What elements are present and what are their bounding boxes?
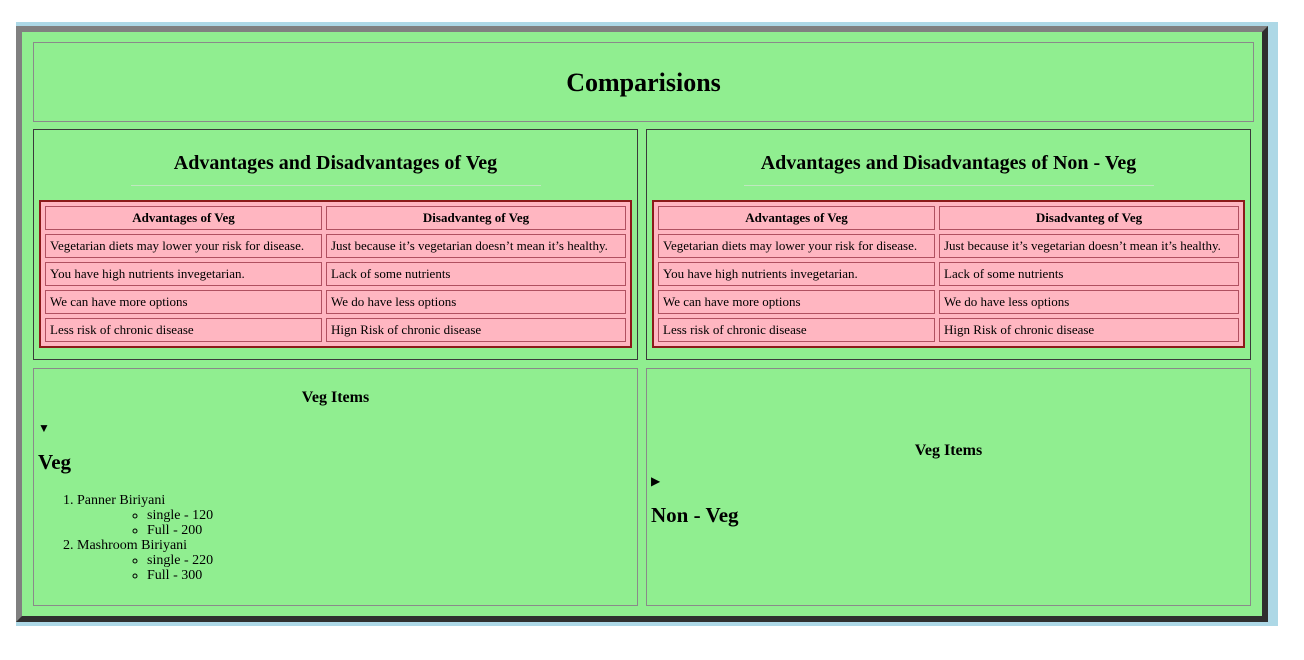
veg-comparison-heading: Advantages and Disadvantages of Veg: [173, 152, 498, 174]
nonveg-items-title: Veg Items: [914, 442, 983, 459]
veg-comparison-table: [39, 200, 632, 348]
price-option: ◦ single - 120: [147, 508, 628, 523]
table-cell: Less risk of chronic disease: [658, 318, 935, 342]
table-row: [658, 318, 1239, 342]
title-cell: [33, 42, 1254, 122]
list-item: [77, 538, 628, 583]
price-option: ◦ single - 220: [147, 553, 628, 568]
price-list: [77, 508, 628, 538]
table-row: [658, 290, 1239, 314]
list-item: [77, 493, 628, 538]
price-list: [77, 553, 628, 583]
nonveg-comparison-table: [652, 200, 1245, 348]
table-cell: You have high nutrients invegetarian.: [658, 262, 935, 286]
collapsed-triangle-icon[interactable]: ▶: [651, 474, 661, 488]
veg-summary[interactable]: Veg: [38, 450, 72, 474]
nonveg-items-content: [647, 442, 1250, 460]
table-row: [45, 262, 626, 286]
divider: [131, 185, 541, 186]
nonveg-details[interactable]: [651, 474, 1241, 528]
table-header-row: [45, 206, 626, 230]
price-option: ◦ Full - 200: [147, 523, 628, 538]
table-cell: We can have more options: [658, 290, 935, 314]
table-cell: Lack of some nutrients: [939, 262, 1239, 286]
table-cell: Hign Risk of chronic disease: [326, 318, 626, 342]
veg-items-cell: [33, 368, 638, 606]
column-header: Advantages of Veg: [45, 206, 322, 230]
menu-item-name: Mashroom Biriyani: [77, 538, 188, 553]
table-cell: Vegetarian diets may lower your risk for disease.: [45, 234, 322, 258]
table-row: [45, 290, 626, 314]
table-cell: We can have more options: [45, 290, 322, 314]
expanded-triangle-icon[interactable]: ▼: [38, 421, 50, 435]
page-title: Comparisions: [566, 68, 721, 97]
price-option: ◦ Full - 300: [147, 568, 628, 583]
veg-menu-list: [38, 493, 628, 583]
table-row: [45, 234, 626, 258]
table-row: [45, 318, 626, 342]
veg-comparison-cell: [33, 129, 638, 360]
veg-items-content: [34, 389, 637, 407]
table-cell: Vegetarian diets may lower your risk for disease.: [658, 234, 935, 258]
outer-table: [16, 26, 1268, 622]
veg-details[interactable]: [38, 421, 628, 583]
divider: [744, 185, 1154, 186]
page-frame: [16, 22, 1278, 626]
table-cell: We do have less options: [939, 290, 1239, 314]
column-header: Advantages of Veg: [658, 206, 935, 230]
table-cell: Lack of some nutrients: [326, 262, 626, 286]
table-header-row: [658, 206, 1239, 230]
nonveg-items-cell: [646, 368, 1251, 606]
table-cell: Just because it’s vegetarian doesn’t mean it’s healthy.: [939, 234, 1239, 258]
table-cell: Hign Risk of chronic disease: [939, 318, 1239, 342]
nonveg-comparison-cell: [646, 129, 1251, 360]
table-cell: You have high nutrients invegetarian.: [45, 262, 322, 286]
table-row: [658, 234, 1239, 258]
column-header: Disadvanteg of Veg: [326, 206, 626, 230]
table-row: [658, 262, 1239, 286]
table-cell: Less risk of chronic disease: [45, 318, 322, 342]
nonveg-summary[interactable]: Non - Veg: [651, 503, 739, 527]
menu-item-name: Panner Biriyani: [77, 493, 166, 508]
table-cell: Just because it’s vegetarian doesn’t mean it’s healthy.: [326, 234, 626, 258]
column-header: Disadvanteg of Veg: [939, 206, 1239, 230]
table-cell: We do have less options: [326, 290, 626, 314]
veg-items-title: Veg Items: [301, 389, 370, 406]
nonveg-comparison-heading: Advantages and Disadvantages of Non - Veg: [760, 152, 1137, 174]
